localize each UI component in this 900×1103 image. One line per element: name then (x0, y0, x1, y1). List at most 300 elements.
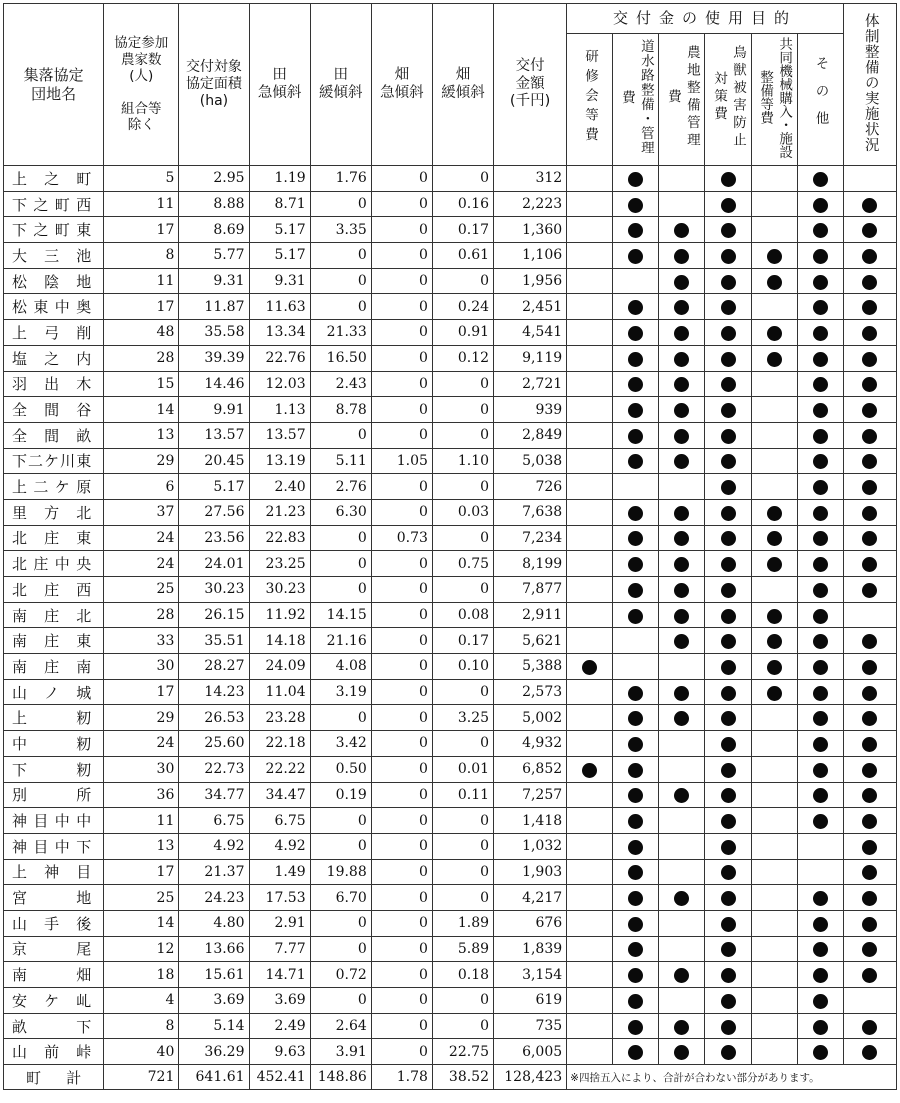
filled-circle-icon (862, 429, 877, 444)
district-name: 南庄北 (4, 602, 104, 628)
cell-farmers: 18 (104, 962, 179, 988)
cell-farmers: 14 (104, 910, 179, 936)
cell-purpose-other (797, 474, 843, 500)
filled-circle-icon (628, 300, 643, 315)
cell-rice-steep: 34.47 (249, 782, 310, 808)
cell-system-status (843, 191, 896, 217)
cell-area: 11.87 (179, 294, 249, 320)
cell-purpose-training (567, 1039, 613, 1065)
cell-farmers: 8 (104, 243, 179, 269)
cell-field-gentle: 0.24 (432, 294, 493, 320)
cell-rice-gentle: 0 (310, 808, 371, 834)
total-label: 町計 (4, 1065, 104, 1090)
table-row (4, 577, 897, 603)
table-row (4, 705, 897, 731)
cell-purpose-wildlife (705, 602, 751, 628)
filled-circle-icon (628, 814, 643, 829)
cell-area: 26.53 (179, 705, 249, 731)
filled-circle-icon (674, 300, 689, 315)
filled-circle-icon (813, 917, 828, 932)
table-row (4, 191, 897, 217)
cell-purpose-equipment (751, 731, 797, 757)
cell-area: 6.75 (179, 808, 249, 834)
cell-farmers: 11 (104, 268, 179, 294)
filled-circle-icon (674, 223, 689, 238)
cell-purpose-training (567, 731, 613, 757)
table-row (4, 294, 897, 320)
cell-purpose-equipment (751, 166, 797, 192)
cell-field-gentle: 1.89 (432, 910, 493, 936)
cell-purpose-wildlife (705, 782, 751, 808)
filled-circle-icon (721, 737, 736, 752)
cell-amount: 1,032 (494, 833, 567, 859)
cell-purpose-other (797, 628, 843, 654)
cell-purpose-equipment (751, 705, 797, 731)
filled-circle-icon (862, 557, 877, 572)
cell-purpose-other (797, 910, 843, 936)
cell-rice-gentle: 0.19 (310, 782, 371, 808)
filled-circle-icon (813, 1045, 828, 1060)
filled-circle-icon (628, 223, 643, 238)
cell-rice-steep: 22.83 (249, 525, 310, 551)
table-row (4, 833, 897, 859)
cell-amount: 7,234 (494, 525, 567, 551)
cell-area: 5.14 (179, 1013, 249, 1039)
filled-circle-icon (721, 994, 736, 1009)
table-row (4, 756, 897, 782)
cell-purpose-waterway (613, 679, 659, 705)
cell-purpose-farmland (659, 499, 705, 525)
filled-circle-icon (862, 942, 877, 957)
cell-amount: 8,199 (494, 551, 567, 577)
cell-purpose-farmland (659, 577, 705, 603)
header-purpose-waterway: 道水路整備・管理費 (613, 34, 659, 166)
cell-purpose-waterway (613, 422, 659, 448)
cell-purpose-waterway (613, 988, 659, 1014)
district-name: 松東中奥 (4, 294, 104, 320)
cell-field-steep: 0 (371, 217, 432, 243)
cell-purpose-farmland (659, 345, 705, 371)
cell-system-status (843, 1039, 896, 1065)
filled-circle-icon (767, 506, 782, 521)
filled-circle-icon (721, 557, 736, 572)
cell-system-status (843, 679, 896, 705)
cell-rice-gentle: 0 (310, 243, 371, 269)
cell-purpose-equipment (751, 1039, 797, 1065)
filled-circle-icon (862, 968, 877, 983)
cell-purpose-waterway (613, 756, 659, 782)
cell-purpose-equipment (751, 988, 797, 1014)
filled-circle-icon (862, 326, 877, 341)
cell-rice-gentle: 0 (310, 936, 371, 962)
cell-purpose-other (797, 243, 843, 269)
filled-circle-icon (813, 480, 828, 495)
cell-field-steep: 0 (371, 679, 432, 705)
cell-field-steep: 0 (371, 191, 432, 217)
cell-field-gentle: 0.03 (432, 499, 493, 525)
cell-purpose-wildlife (705, 320, 751, 346)
table-row (4, 782, 897, 808)
filled-circle-icon (674, 686, 689, 701)
cell-system-status (843, 705, 896, 731)
filled-circle-icon (721, 686, 736, 701)
cell-amount: 2,223 (494, 191, 567, 217)
cell-area: 8.69 (179, 217, 249, 243)
cell-amount: 6,005 (494, 1039, 567, 1065)
filled-circle-icon (767, 531, 782, 546)
filled-circle-icon (721, 377, 736, 392)
cell-purpose-waterway (613, 859, 659, 885)
district-name: 上弓削 (4, 320, 104, 346)
cell-area: 14.46 (179, 371, 249, 397)
filled-circle-icon (767, 275, 782, 290)
cell-purpose-equipment (751, 962, 797, 988)
cell-purpose-wildlife (705, 1013, 751, 1039)
district-name: 上之町 (4, 166, 104, 192)
cell-purpose-wildlife (705, 217, 751, 243)
filled-circle-icon (628, 557, 643, 572)
cell-farmers: 30 (104, 654, 179, 680)
cell-purpose-other (797, 422, 843, 448)
filled-circle-icon (721, 711, 736, 726)
cell-purpose-equipment (751, 268, 797, 294)
cell-purpose-training (567, 551, 613, 577)
cell-purpose-other (797, 217, 843, 243)
cell-purpose-training (567, 602, 613, 628)
cell-purpose-waterway (613, 268, 659, 294)
cell-amount: 7,638 (494, 499, 567, 525)
district-name: 全間谷 (4, 397, 104, 423)
filled-circle-icon (721, 326, 736, 341)
cell-farmers: 28 (104, 602, 179, 628)
filled-circle-icon (582, 763, 597, 778)
cell-rice-steep: 23.25 (249, 551, 310, 577)
filled-circle-icon (767, 326, 782, 341)
filled-circle-icon (721, 275, 736, 290)
cell-rice-steep: 23.28 (249, 705, 310, 731)
filled-circle-icon (721, 609, 736, 624)
cell-field-gentle: 0 (432, 474, 493, 500)
cell-purpose-equipment (751, 422, 797, 448)
cell-purpose-wildlife (705, 936, 751, 962)
cell-purpose-wildlife (705, 988, 751, 1014)
cell-purpose-equipment (751, 551, 797, 577)
header-district-name: 集落協定 団地名 (4, 4, 104, 166)
cell-purpose-farmland (659, 525, 705, 551)
cell-field-gentle: 0 (432, 859, 493, 885)
cell-purpose-wildlife (705, 191, 751, 217)
cell-area: 26.15 (179, 602, 249, 628)
cell-farmers: 13 (104, 833, 179, 859)
table-row (4, 371, 897, 397)
cell-purpose-farmland (659, 936, 705, 962)
cell-rice-gentle: 4.08 (310, 654, 371, 680)
district-name: 下之町西 (4, 191, 104, 217)
cell-field-steep: 0 (371, 320, 432, 346)
cell-purpose-equipment (751, 679, 797, 705)
district-name: 下籾 (4, 756, 104, 782)
cell-area: 2.95 (179, 166, 249, 192)
cell-purpose-other (797, 988, 843, 1014)
header-purpose-equipment: 共同機械購入・施設整備等費 (751, 34, 797, 166)
cell-purpose-waterway (613, 371, 659, 397)
cell-amount: 312 (494, 166, 567, 192)
district-name: 北庄東 (4, 525, 104, 551)
cell-field-gentle: 0.08 (432, 602, 493, 628)
cell-field-steep: 0 (371, 602, 432, 628)
cell-field-steep: 0 (371, 1039, 432, 1065)
cell-rice-gentle: 3.35 (310, 217, 371, 243)
cell-farmers: 11 (104, 808, 179, 834)
table-row (4, 268, 897, 294)
cell-rice-steep: 22.76 (249, 345, 310, 371)
cell-system-status (843, 808, 896, 834)
filled-circle-icon (628, 249, 643, 264)
filled-circle-icon (862, 583, 877, 598)
cell-rice-gentle: 14.15 (310, 602, 371, 628)
district-name: 下二ケ川東 (4, 448, 104, 474)
cell-field-steep: 0 (371, 833, 432, 859)
cell-purpose-farmland (659, 320, 705, 346)
cell-purpose-wildlife (705, 679, 751, 705)
cell-purpose-farmland (659, 1039, 705, 1065)
district-name: 下之町東 (4, 217, 104, 243)
table-body (4, 166, 897, 1065)
filled-circle-icon (674, 711, 689, 726)
district-name: 畝下 (4, 1013, 104, 1039)
cell-system-status (843, 166, 896, 192)
cell-purpose-training (567, 320, 613, 346)
cell-field-gentle: 0.16 (432, 191, 493, 217)
filled-circle-icon (628, 1020, 643, 1035)
filled-circle-icon (674, 583, 689, 598)
cell-purpose-farmland (659, 1013, 705, 1039)
cell-field-gentle: 0 (432, 731, 493, 757)
cell-rice-steep: 1.49 (249, 859, 310, 885)
filled-circle-icon (674, 609, 689, 624)
cell-rice-steep: 24.09 (249, 654, 310, 680)
cell-rice-steep: 13.57 (249, 422, 310, 448)
filled-circle-icon (721, 788, 736, 803)
cell-system-status (843, 448, 896, 474)
cell-purpose-wildlife (705, 756, 751, 782)
cell-purpose-equipment (751, 499, 797, 525)
cell-rice-steep: 5.17 (249, 217, 310, 243)
cell-purpose-waterway (613, 910, 659, 936)
cell-purpose-training (567, 166, 613, 192)
cell-purpose-other (797, 371, 843, 397)
total-area: 641.61 (179, 1065, 249, 1090)
table-row (4, 243, 897, 269)
cell-purpose-other (797, 268, 843, 294)
total-amount: 128,423 (494, 1065, 567, 1090)
filled-circle-icon (721, 198, 736, 213)
cell-area: 36.29 (179, 1039, 249, 1065)
filled-circle-icon (862, 480, 877, 495)
cell-purpose-other (797, 551, 843, 577)
cell-purpose-other (797, 577, 843, 603)
cell-system-status (843, 988, 896, 1014)
cell-rice-gentle: 0 (310, 294, 371, 320)
cell-amount: 5,621 (494, 628, 567, 654)
cell-field-gentle: 0 (432, 268, 493, 294)
cell-purpose-wildlife (705, 628, 751, 654)
cell-purpose-wildlife (705, 397, 751, 423)
cell-purpose-wildlife (705, 885, 751, 911)
cell-purpose-equipment (751, 243, 797, 269)
cell-field-gentle: 0 (432, 397, 493, 423)
cell-rice-steep: 11.92 (249, 602, 310, 628)
cell-farmers: 15 (104, 371, 179, 397)
header-rice-steep: 田 急傾斜 (249, 4, 310, 166)
cell-rice-gentle: 6.30 (310, 499, 371, 525)
cell-field-gentle: 0 (432, 1013, 493, 1039)
cell-purpose-waterway (613, 782, 659, 808)
cell-purpose-training (567, 833, 613, 859)
cell-field-gentle: 0 (432, 422, 493, 448)
filled-circle-icon (813, 300, 828, 315)
cell-field-gentle: 0 (432, 166, 493, 192)
filled-circle-icon (628, 403, 643, 418)
filled-circle-icon (813, 454, 828, 469)
filled-circle-icon (813, 968, 828, 983)
filled-circle-icon (628, 429, 643, 444)
cell-system-status (843, 268, 896, 294)
filled-circle-icon (862, 506, 877, 521)
cell-rice-steep: 1.13 (249, 397, 310, 423)
cell-field-steep: 0 (371, 731, 432, 757)
cell-purpose-equipment (751, 808, 797, 834)
cell-system-status (843, 499, 896, 525)
cell-field-steep: 0 (371, 294, 432, 320)
cell-amount: 5,388 (494, 654, 567, 680)
filled-circle-icon (628, 609, 643, 624)
cell-rice-gentle: 0 (310, 525, 371, 551)
cell-farmers: 14 (104, 397, 179, 423)
filled-circle-icon (721, 172, 736, 187)
cell-area: 14.23 (179, 679, 249, 705)
filled-circle-icon (862, 660, 877, 675)
cell-system-status (843, 936, 896, 962)
cell-purpose-farmland (659, 474, 705, 500)
table-row (4, 448, 897, 474)
filled-circle-icon (674, 429, 689, 444)
cell-purpose-training (567, 654, 613, 680)
cell-purpose-farmland (659, 885, 705, 911)
cell-rice-gentle: 0 (310, 705, 371, 731)
district-name: 北庄中央 (4, 551, 104, 577)
cell-purpose-waterway (613, 808, 659, 834)
cell-farmers: 17 (104, 217, 179, 243)
cell-amount: 4,541 (494, 320, 567, 346)
cell-amount: 1,360 (494, 217, 567, 243)
cell-system-status (843, 602, 896, 628)
cell-purpose-training (567, 756, 613, 782)
cell-field-steep: 0 (371, 397, 432, 423)
cell-purpose-farmland (659, 859, 705, 885)
cell-field-steep: 0 (371, 859, 432, 885)
cell-purpose-farmland (659, 833, 705, 859)
cell-field-gentle: 3.25 (432, 705, 493, 731)
cell-purpose-farmland (659, 705, 705, 731)
cell-rice-steep: 30.23 (249, 577, 310, 603)
cell-rice-gentle: 0 (310, 268, 371, 294)
cell-amount: 9,119 (494, 345, 567, 371)
cell-rice-gentle: 0.50 (310, 756, 371, 782)
cell-rice-gentle: 0 (310, 577, 371, 603)
cell-purpose-other (797, 705, 843, 731)
cell-purpose-wildlife (705, 833, 751, 859)
header-purpose-group: 交付金の使用目的 (567, 4, 844, 34)
cell-farmers: 30 (104, 756, 179, 782)
cell-system-status (843, 217, 896, 243)
filled-circle-icon (628, 1045, 643, 1060)
filled-circle-icon (721, 660, 736, 675)
cell-field-gentle: 0 (432, 833, 493, 859)
district-name: 中籾 (4, 731, 104, 757)
cell-purpose-equipment (751, 936, 797, 962)
cell-purpose-equipment (751, 577, 797, 603)
district-name: 大三池 (4, 243, 104, 269)
filled-circle-icon (862, 686, 877, 701)
cell-farmers: 17 (104, 294, 179, 320)
filled-circle-icon (721, 300, 736, 315)
cell-amount: 1,418 (494, 808, 567, 834)
cell-field-gentle: 0.17 (432, 628, 493, 654)
cell-purpose-other (797, 936, 843, 962)
cell-farmers: 5 (104, 166, 179, 192)
cell-amount: 3,154 (494, 962, 567, 988)
cell-amount: 2,849 (494, 422, 567, 448)
table-row (4, 551, 897, 577)
cell-system-status (843, 474, 896, 500)
filled-circle-icon (862, 352, 877, 367)
cell-purpose-farmland (659, 679, 705, 705)
filled-circle-icon (721, 583, 736, 598)
district-name: 里方北 (4, 499, 104, 525)
cell-purpose-equipment (751, 602, 797, 628)
cell-field-steep: 0 (371, 782, 432, 808)
cell-rice-gentle: 5.11 (310, 448, 371, 474)
cell-purpose-other (797, 525, 843, 551)
cell-rice-steep: 2.91 (249, 910, 310, 936)
filled-circle-icon (813, 711, 828, 726)
cell-purpose-training (567, 910, 613, 936)
cell-system-status (843, 628, 896, 654)
table-row (4, 936, 897, 962)
cell-amount: 619 (494, 988, 567, 1014)
filled-circle-icon (862, 454, 877, 469)
total-row (4, 1065, 897, 1090)
cell-area: 9.31 (179, 268, 249, 294)
total-field-steep: 1.78 (371, 1065, 432, 1090)
cell-purpose-training (567, 371, 613, 397)
filled-circle-icon (862, 531, 877, 546)
cell-purpose-other (797, 294, 843, 320)
cell-rice-steep: 14.18 (249, 628, 310, 654)
filled-circle-icon (674, 788, 689, 803)
cell-purpose-waterway (613, 705, 659, 731)
table-row (4, 397, 897, 423)
cell-amount: 726 (494, 474, 567, 500)
cell-system-status (843, 859, 896, 885)
filled-circle-icon (862, 814, 877, 829)
table-row (4, 654, 897, 680)
filled-circle-icon (721, 429, 736, 444)
cell-rice-gentle: 19.88 (310, 859, 371, 885)
cell-field-steep: 1.05 (371, 448, 432, 474)
cell-purpose-equipment (751, 474, 797, 500)
